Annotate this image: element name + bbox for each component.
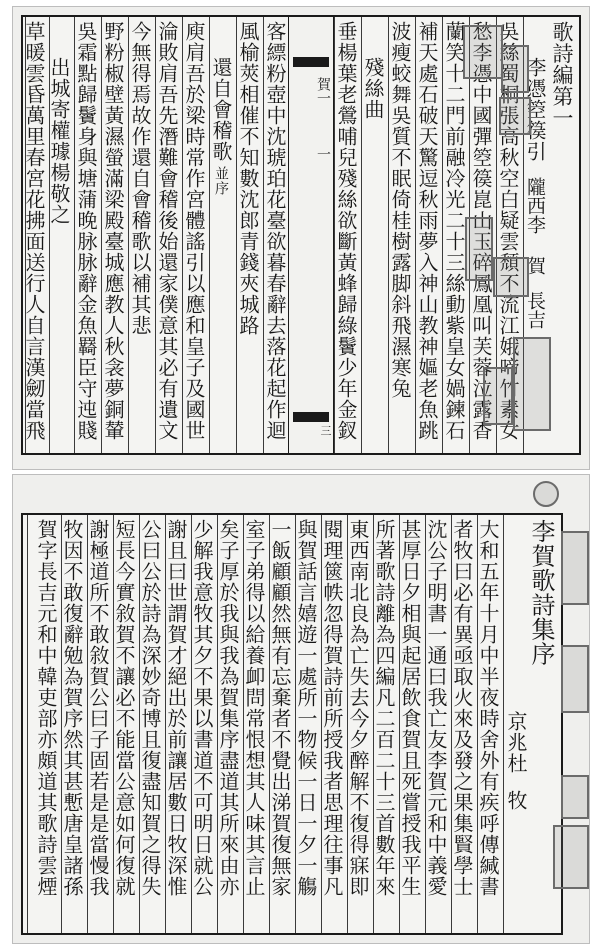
author-place: 隴西李 bbox=[524, 177, 546, 234]
text-column: 野粉椒壁黃濕螢滿梁殿臺城應教人秋衾夢銅輦 bbox=[101, 17, 128, 453]
author-zi: 長吉 bbox=[524, 291, 546, 329]
collector-seal bbox=[561, 645, 589, 713]
poem-title-text: 李憑箜篌引 bbox=[523, 57, 547, 162]
fold-folio: 三 bbox=[319, 425, 332, 436]
text-column: 吳絲蜀桐張高秋空白疑雲頹不流江娥啼竹素女 bbox=[496, 17, 523, 453]
text-column: 垂楊葉老鶯哺兒殘絲欲斷黃蜂歸綠鬢少年金釵 bbox=[334, 17, 361, 453]
preface-column: 牧因不敢復辭勉為賀序然其甚慙唐皇諸孫 bbox=[61, 515, 87, 933]
preface-column: 一飯顧顧然無有忘棄者不覺出涕賀復無家 bbox=[269, 515, 295, 933]
fishtail-mark bbox=[293, 57, 329, 67]
collector-seal bbox=[499, 97, 531, 135]
preface-column: 大和五年十月中半夜時舍外有疾呼傳緘書 bbox=[477, 515, 503, 933]
preface-column: 少解我意牧其夕不果以書道不可明日就公 bbox=[191, 515, 217, 933]
poem-title-chu-cheng: 出城寄權璩楊敬之 bbox=[49, 17, 74, 453]
collector-seal bbox=[553, 825, 589, 889]
author-attribution bbox=[522, 177, 549, 329]
preface-column: 賀字長吉元和中韓吏部亦頗道其歌詩雲煙 bbox=[27, 515, 61, 933]
preface-author-column bbox=[503, 515, 531, 933]
volume-title: 歌詩編第一 bbox=[550, 21, 574, 129]
preface-column: 者牧曰必有異亟取火來及發之果集賢學士 bbox=[451, 515, 477, 933]
text-column: 庾肩吾於梁時常作宮體謠引以應和皇子及國世 bbox=[182, 17, 209, 453]
preface-title: 李賀歌詩集序 bbox=[527, 519, 555, 666]
collector-seal bbox=[533, 481, 559, 507]
bottom-page bbox=[12, 474, 590, 944]
top-page bbox=[12, 6, 590, 470]
collector-seal bbox=[513, 337, 551, 431]
preface-column: 所著歌詩離為四編凡二百二十三首數年來 bbox=[373, 515, 399, 933]
preface-column: 甚厚日夕相與起居飲食賀且死嘗授我平生 bbox=[399, 515, 425, 933]
preface-column: 矣子厚於我與我為賀集序盡道其所來由亦 bbox=[217, 515, 243, 933]
collector-seal bbox=[501, 45, 529, 93]
collector-seal bbox=[561, 775, 589, 819]
text-column: 波瘦蛟舞吳質不眠倚桂樹露脚斜飛濕寒兔 bbox=[388, 17, 415, 453]
preface-column: 東西南北良為亡失去今夕醉解不復得寐即 bbox=[347, 515, 373, 933]
preface-column: 公曰公於詩為深妙奇博且復盡知賀之得失 bbox=[139, 515, 165, 933]
text-column: 客縹粉壺中沈琥珀花臺欲暮春辭去落花起作迴 bbox=[263, 17, 290, 453]
text-column: 補天處石破天驚逗秋雨夢入神山教神嫗老魚跳 bbox=[415, 17, 442, 453]
preface-column: 短長今實敘賀不讓必不能當公意如何復就 bbox=[113, 515, 139, 933]
fold-title: 賀一 bbox=[315, 77, 331, 105]
collector-seal bbox=[463, 25, 503, 79]
poem-title-text: 還自會稽歌 bbox=[209, 57, 233, 162]
collector-seal bbox=[483, 367, 513, 425]
text-column: 蘭笑十二門前融冷光二十三絲動紫皇女媧鍊石 bbox=[442, 17, 469, 453]
author-name: 牧 bbox=[504, 790, 528, 811]
preface-column: 閱理篋帙忽得賀詩前所授我者思理往事凡 bbox=[321, 515, 347, 933]
fold-number: 一 bbox=[315, 147, 331, 161]
poem-title-can-si: 殘絲曲 bbox=[361, 17, 388, 453]
fishtail-mark bbox=[293, 412, 329, 422]
text-column: 淪敗肩吾先潛難會稽後始還家僕意其必有遺文 bbox=[155, 17, 182, 453]
author-name: 賀 bbox=[524, 256, 546, 275]
text-column: 吳霜點歸鬢身與塘蒲晚脉脉辭金魚羇臣守迍賤 bbox=[74, 17, 101, 453]
poem-title-huan-zi bbox=[209, 17, 236, 453]
collector-seal bbox=[465, 217, 493, 281]
center-fold bbox=[288, 17, 334, 453]
collector-seal bbox=[493, 257, 529, 297]
preface-note: 並序 bbox=[213, 166, 229, 196]
preface-column: 謝且曰世謂賀才絕出於前讓居數日牧深惟 bbox=[165, 515, 191, 933]
text-column: 今無得焉故作還自會稽歌以補其悲 bbox=[128, 17, 155, 453]
collector-seal bbox=[561, 531, 589, 605]
preface-column: 謝極道所不敢敘賀公曰子固若是是當慢我 bbox=[87, 515, 113, 933]
text-column: 風榆莢相催不知數沈郎青錢夾城路 bbox=[236, 17, 263, 453]
bottom-text-block bbox=[21, 513, 563, 935]
preface-column: 室子弟得以給養卹問常恨想其人味其言止 bbox=[243, 515, 269, 933]
author-place: 京兆杜 bbox=[504, 711, 528, 774]
preface-column: 沈公子明書一通曰我亡友李賀元和中義愛 bbox=[425, 515, 451, 933]
preface-column: 與賀話言嬉遊一處所一物候一日一夕一觴 bbox=[295, 515, 321, 933]
text-column: 愁李憑中國彈箜篌崑山玉碎鳳凰叫芙蓉泣露香 bbox=[469, 17, 496, 453]
text-column: 草暖雲昏萬里春宮花拂面送行人自言漢劒當飛 bbox=[25, 17, 49, 453]
